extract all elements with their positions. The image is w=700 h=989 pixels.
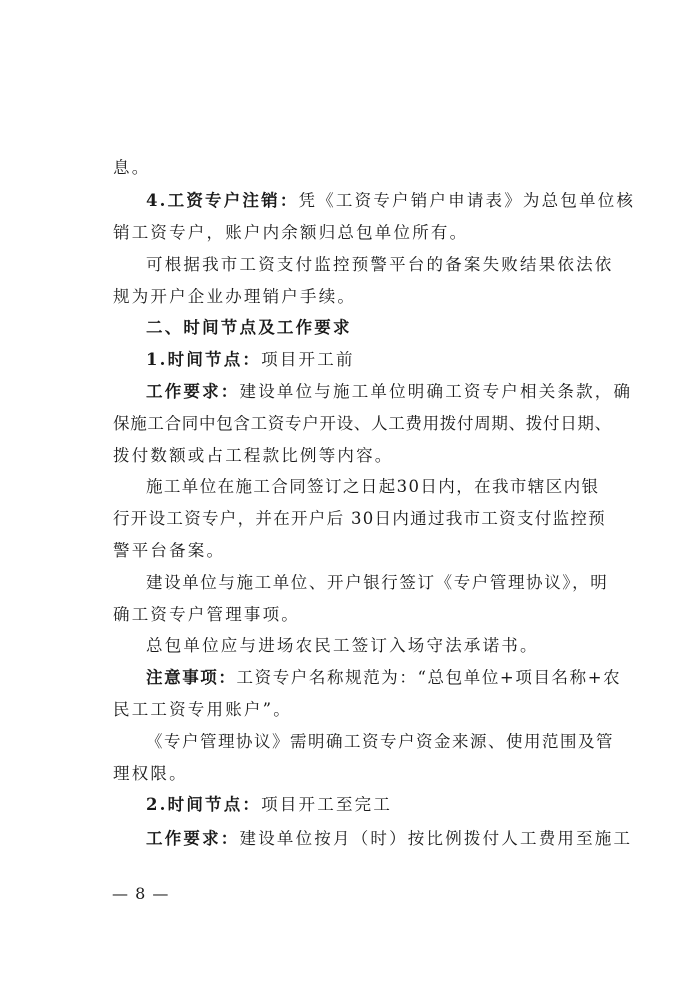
section-heading	[146, 317, 352, 339]
text-line-3	[113, 222, 468, 244]
text-line-8	[146, 381, 632, 403]
line-text: 行开设工资专户，并在开户后 30日内通过我市工资支付监控预	[113, 509, 606, 528]
line-text: 总包单位应与进场农民工签订入场守法承诺书。	[146, 636, 539, 655]
text-line-4	[146, 254, 614, 276]
text-line-7	[146, 349, 355, 371]
line-text: 警平台备案。	[113, 541, 226, 560]
line-text: 建设单位按月（时）按比例拨付人工费用至施工	[239, 829, 633, 848]
text-line-17	[146, 667, 621, 689]
line-text: 规为开户企业办理销户手续。	[113, 287, 357, 306]
line-bold-prefix: 注意事项：	[146, 668, 237, 687]
line-bold-prefix: 1.时间节点：	[146, 350, 262, 369]
line-text: 民工工资专用账户”。	[113, 700, 292, 719]
line-text: 确工资专户管理事项。	[113, 605, 300, 624]
line-bold-prefix: 4.工资专户注销：	[146, 191, 299, 210]
text-line-2	[146, 190, 635, 212]
line-bold-prefix: 工作要求：	[146, 829, 240, 848]
line-bold-prefix: 工作要求：	[146, 382, 240, 401]
text-line-9	[113, 413, 612, 435]
text-line-18	[113, 699, 292, 721]
text-line-16	[146, 635, 539, 657]
text-line-11	[146, 476, 599, 498]
line-text: 销工资专户，账户内余额归总包单位所有。	[113, 223, 469, 242]
line-bold-prefix: 2.时间节点：	[146, 795, 262, 814]
text-line-12	[113, 508, 606, 530]
text-line-14	[146, 572, 608, 594]
line-text: 施工单位在施工合同签订之日起30日内，在我市辖区内银	[146, 477, 600, 496]
text-line-1	[113, 157, 150, 179]
line-text: 《专户管理协议》需明确工资专户资金来源、使用范围及管	[146, 732, 614, 751]
text-line-20	[113, 763, 188, 785]
line-text: 项目开工至完工	[261, 795, 393, 814]
line-text: 息。	[113, 158, 151, 177]
page-number: — 8 —	[112, 884, 170, 903]
line-text: 可根据我市工资支付监控预警平台的备案失败结果依法依	[146, 255, 614, 274]
line-text: 工资专户名称规范为：“总包单位+项目名称+农	[236, 668, 622, 687]
line-text: 拨付数额或占工程款比例等内容。	[113, 446, 394, 465]
text-line-22	[146, 828, 632, 850]
heading-text: 二、时间节点及工作要求	[146, 318, 352, 337]
line-text: 理权限。	[113, 764, 188, 783]
line-text: 建设单位与施工单位明确工资专户相关条款，确	[239, 382, 633, 401]
text-line-19	[146, 731, 614, 753]
line-text: 保施工合同中包含工资专户开设、人工费用拨付周期、拨付日期、	[113, 414, 612, 433]
line-text: 凭《工资专户销户申请表》为总包单位核	[298, 191, 636, 210]
text-line-13	[113, 540, 225, 562]
line-text: 建设单位与施工单位、开户银行签订《专户管理协议》，明	[146, 573, 609, 592]
text-line-21	[146, 794, 392, 816]
text-line-10	[113, 445, 394, 467]
text-line-5	[113, 286, 356, 308]
text-line-15	[113, 604, 300, 626]
line-text: 项目开工前	[261, 350, 355, 369]
